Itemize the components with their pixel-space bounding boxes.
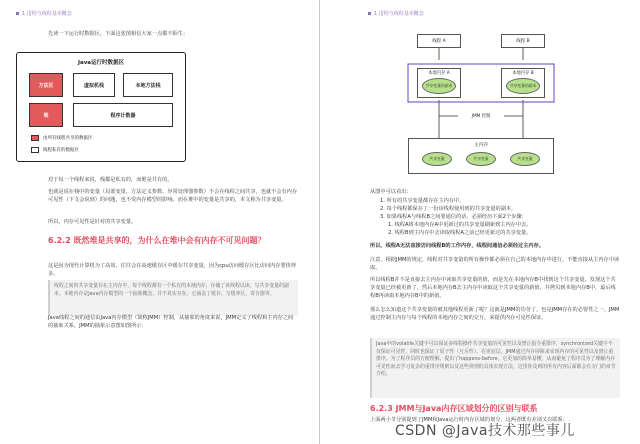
right-para-3: 所以线程B并不是直接去主内存中读取共享变量的值，而是先在本地内存B中找到这个共享变量，发现这个共享变量已经被更新了，然后本地内存B去主内存中读取这个共享变量的新值，并拷贝到本地内存B中，最后线程B再读取本地内存B中的新值。 (370, 277, 616, 300)
legend-private-label: 线程私有的数据区 (43, 148, 79, 153)
left-intro: 先读一下运行时数据区，下面这张图相信大家一点都不陌生： (48, 31, 189, 37)
native-stack-box: 本地方法栈 (123, 73, 173, 97)
list-item-3-1: 1. 线程A将本地内存A中更新过的共享变量刷新到主内存中去。 (388, 222, 532, 228)
header-marker-icon (368, 12, 371, 15)
left-quote-block: 线程之间的共享变量存在主内存中，每个线程都有一个私有的本地内存，存储了该线程以读、写共享变量的副本。本地内存是Java内存模型的一个抽象概念，并不真实存在。它涵盖了缓存、写缓冲区、寄存器等。 (48, 280, 298, 316)
shared-var-oval-3: 共享变量 (510, 152, 540, 166)
thread-b-box: 线程 B (501, 34, 545, 48)
right-header-text: 1 进程与线程基本概念 (374, 11, 424, 17)
left-para-5: Java线程之间的通信由Java内存模型（简称JMM）控制，从抽象的角度来说，JMM定义了线程和主内存之间的抽象关系。JMM的抽象示意图如图所示： (48, 315, 294, 330)
vm-stack-box: 虚拟机栈 (73, 73, 115, 97)
left-para-2: 也就是说在栈中的变量（局部变量、方法定义参数、异常处理器参数）不会在线程之间共享，也就不会有内存可见性（下文会说到）的问题，也不受内存模型的影响。而在堆中的变量是共享的，本文称为共享变量。 (48, 189, 298, 204)
right-intro: 从图中可以看出： (370, 189, 412, 195)
jmm-diagram (404, 28, 558, 186)
right-bold-para: 所以，线程A无法直接访问线程B的工作内存，线程间通信必须经过主内存。 (370, 243, 544, 249)
section-heading-6-2-2: 6.2.2 既然堆是共享的，为什么在堆中会有内存不可见问题？ (48, 236, 266, 245)
heap-box: 堆 (29, 103, 63, 127)
right-para-2: 注意，根据JMM的规定，线程对共享变量的所有操作都必须在自己的本地内存中进行，不能直接从主内存中读取。 (370, 257, 620, 272)
main-memory-label: 主内存 (473, 143, 489, 148)
jmm-control-label: JMM 控制 (458, 112, 504, 121)
diagram-title: Java运行时数据区 (77, 60, 125, 66)
list-item-3: 3. 如果线程A与线程B之间要通信的话，必须经历下面2个步骤： (380, 214, 527, 220)
right-running-header (368, 10, 424, 17)
watermark: CSDN @Java技术那些事儿 (395, 423, 575, 439)
header-marker-icon (16, 12, 19, 15)
section-heading-6-2-3: 6.2.3 JMM与Java内存区域划分的区别与联系 (370, 404, 538, 413)
legend-shared-label: 由所有线程共享的数据区 (43, 136, 93, 141)
runtime-data-area-diagram (16, 52, 186, 162)
left-para-4: 这是因为现代计算机为了高效，往往会在高速缓存区中缓存共享变量，因为cpu访问缓存区比访问内存要快得多。 (48, 263, 297, 278)
thread-a-box: 线程 A (417, 34, 461, 48)
list-item-2: 2. 每个线程都保存了一份该线程使用到的共享变量的副本。 (380, 206, 517, 212)
left-para-3: 所以，内存可见性是针对的共享变量。 (48, 219, 137, 225)
local-memory-a-label: 本地内存 A (428, 71, 450, 76)
method-area-box: 方法区 (29, 73, 63, 97)
local-memory-b-box (501, 68, 545, 98)
left-header-text: 1 进程与线程基本概念 (22, 11, 72, 17)
shared-var-oval-1: 共享变量 (422, 152, 452, 166)
copy-oval-a: 共享变量的副本 (422, 78, 456, 94)
right-para-5: 上面两小节分别提到了JMM和Java运行时内存区域的划分，这两者既有差别又有联系： (370, 417, 568, 423)
list-item-1: 1. 所有的共享变量都存在主内存中。 (380, 198, 465, 204)
left-para-1: 对于每一个线程来说，栈都是私有的，而堆是共有的。 (48, 177, 173, 183)
local-memory-b-label: 本地内存 B (512, 71, 534, 76)
local-memory-a-box (417, 68, 461, 98)
copy-oval-b: 共享变量的副本 (506, 78, 540, 94)
left-running-header (16, 10, 72, 17)
legend-private-swatch (31, 147, 39, 153)
legend-shared-swatch (31, 135, 39, 141)
right-quote-block: Java中的volatile关键字可以保证多线程操作共享变量的可见性以及禁止指令重排序，synchronized关键字不仅保证可见性，同时也保证了原子性（互斥性）。在更底层，JMM通过内存屏障来实现内存的可见性以及禁止重排序。为了程序员的方便理解，提出了happens-before，它更加的简单易懂，从而避免了程序员为了理解内存可见性而去学习复杂的重排序规则以及这些规则的具体实现方法。这里涉及到的所有内容后面都会有专门的章节介绍。 (370, 338, 620, 398)
right-para-4: 那么怎么知道这个共享变量的被其他线程更新了呢？这就是JMM的功劳了，也是JMM存在的必要性之一。JMM通过控制主内存与每个线程的本地内存之间的交互，来提供内存可见性保证。 (370, 307, 620, 322)
shared-var-oval-2: 共享变量 (466, 152, 496, 166)
list-item-3-2: 2. 线程B到主内存中去读取线程A之前已经更新过的共享变量。 (388, 230, 532, 236)
pc-register-box: 程序计数器 (73, 103, 173, 127)
